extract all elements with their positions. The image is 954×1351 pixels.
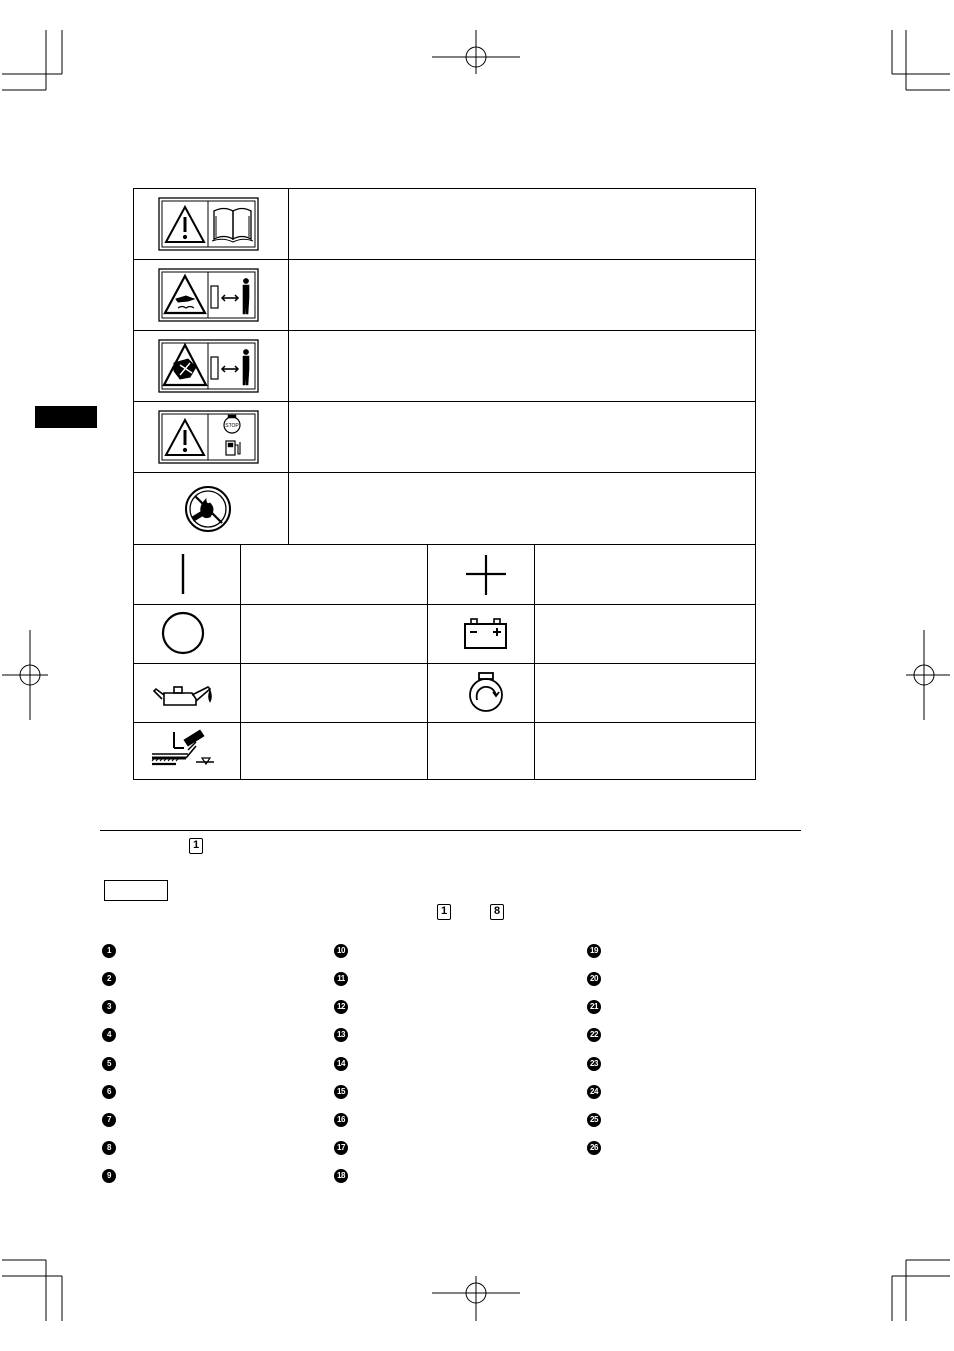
part-number: 19 — [587, 944, 601, 958]
section-tab — [35, 406, 97, 428]
part-number: 23 — [587, 1057, 601, 1071]
safety-symbol-table — [133, 188, 756, 780]
part-number: 25 — [587, 1113, 601, 1127]
part-number: 18 — [334, 1169, 348, 1183]
section-divider — [100, 830, 801, 831]
part-number: 12 — [334, 1000, 348, 1014]
part-number: 20 — [587, 972, 601, 986]
engine-rotation-icon — [466, 670, 506, 714]
part-number: 9 — [102, 1169, 116, 1183]
svg-text:STOP: STOP — [225, 423, 239, 429]
on-line-icon — [174, 552, 194, 596]
part-number: 17 — [334, 1141, 348, 1155]
boxed-figure-ref-1: 1 — [189, 838, 203, 854]
note-label-box — [104, 880, 168, 901]
part-number: 13 — [334, 1028, 348, 1042]
no-fire-icon — [182, 485, 236, 533]
part-number: 2 — [102, 972, 116, 986]
hot-surface-keep-distance-icon — [158, 268, 260, 322]
part-number: 5 — [102, 1057, 116, 1071]
part-number: 8 — [102, 1141, 116, 1155]
stop-engine-before-refuel-icon — [158, 410, 260, 464]
oil-can-icon — [152, 673, 216, 713]
boxed-figure-ref-end: 8 — [490, 904, 504, 920]
part-number: 3 — [102, 1000, 116, 1014]
part-number: 15 — [334, 1085, 348, 1099]
part-number: 24 — [587, 1085, 601, 1099]
part-number: 1 — [102, 944, 116, 958]
plus-icon — [464, 553, 508, 597]
part-number: 10 — [334, 944, 348, 958]
off-circle-icon — [160, 611, 206, 657]
part-number: 7 — [102, 1113, 116, 1127]
part-number: 26 — [587, 1141, 601, 1155]
boxed-figure-ref-start: 1 — [437, 904, 451, 920]
part-number: 22 — [587, 1028, 601, 1042]
fan-hazard-keep-distance-icon — [158, 339, 260, 393]
part-number: 11 — [334, 972, 348, 986]
part-number: 21 — [587, 1000, 601, 1014]
battery-icon — [462, 616, 510, 652]
part-number: 14 — [334, 1057, 348, 1071]
part-number: 4 — [102, 1028, 116, 1042]
part-number: 6 — [102, 1085, 116, 1099]
part-number: 16 — [334, 1113, 348, 1127]
ground-terminal-icon — [148, 726, 228, 776]
warning-read-manual-icon — [158, 197, 260, 251]
